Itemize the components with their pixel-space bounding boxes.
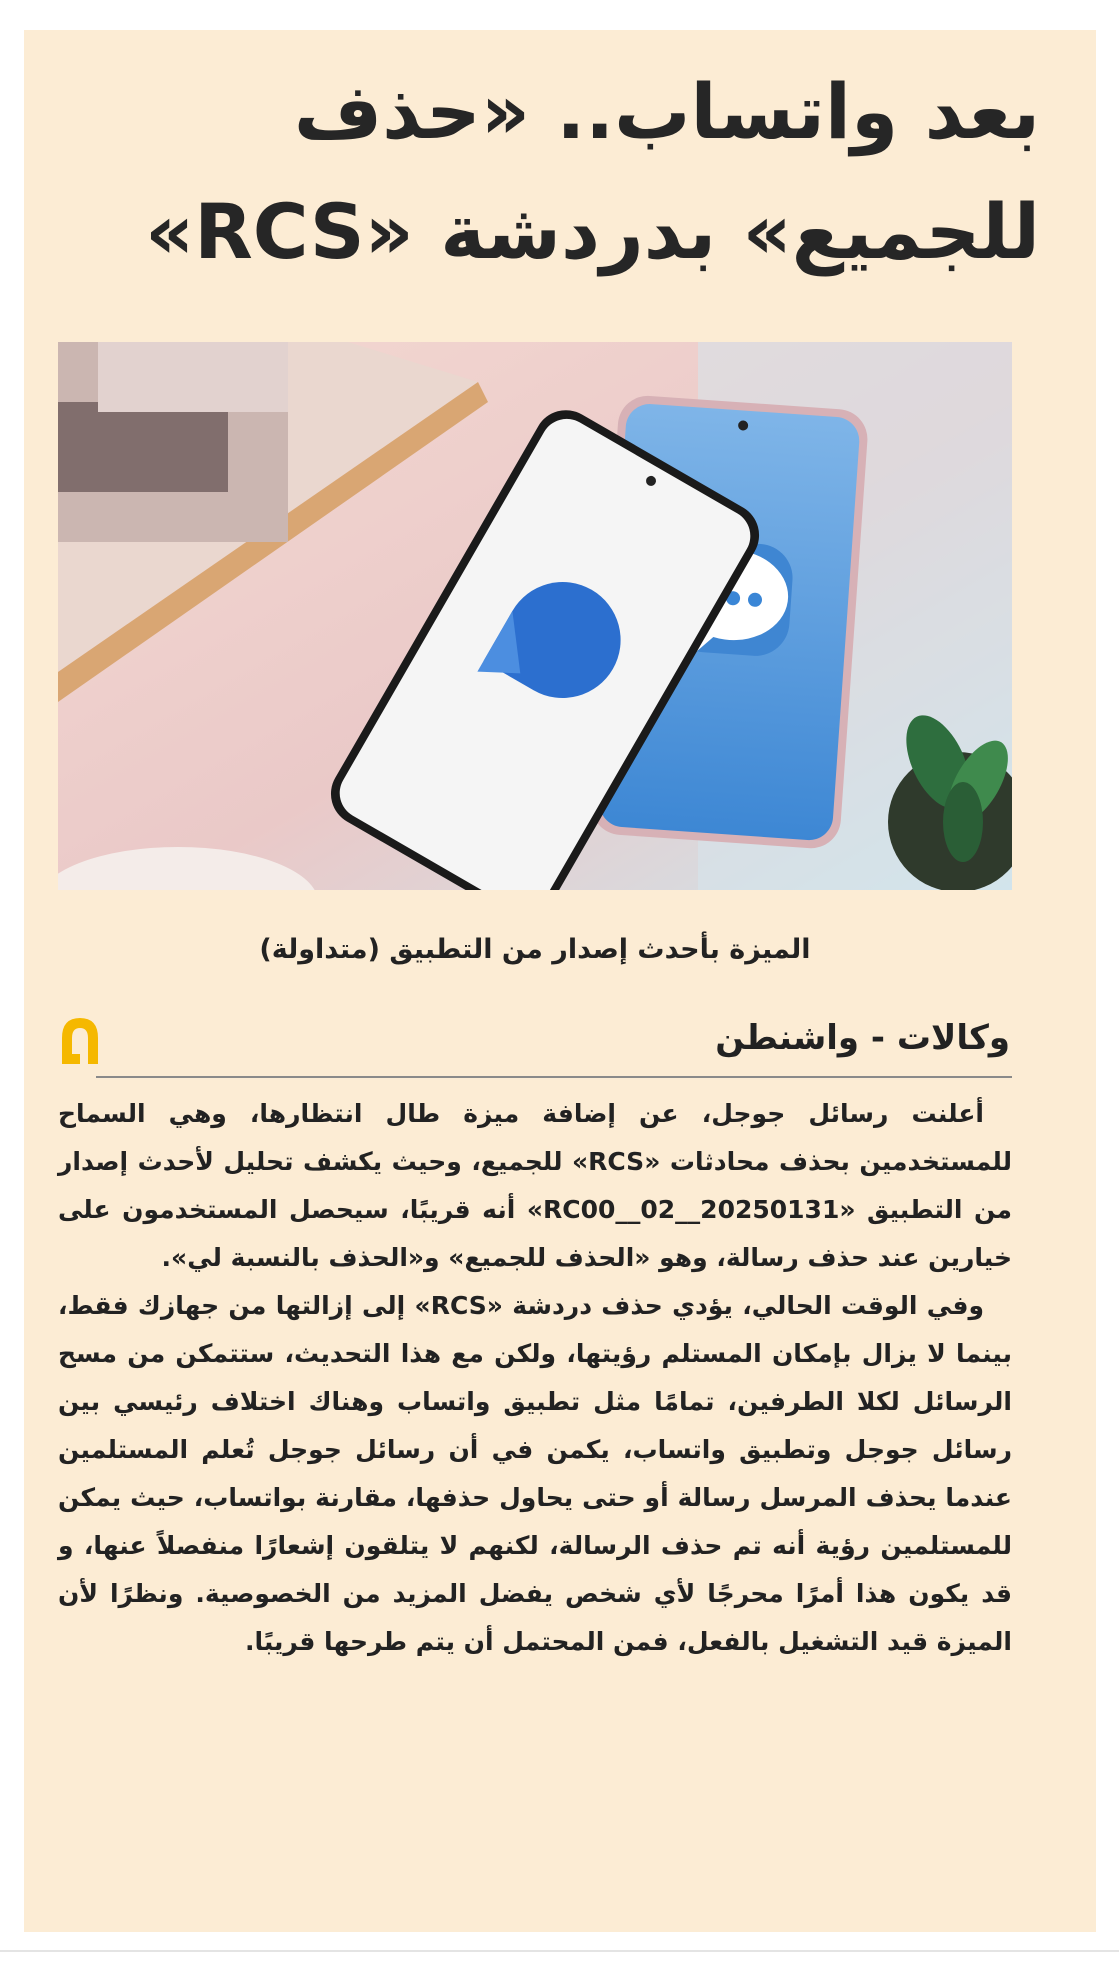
paragraph: وفي الوقت الحالي، يؤدي حذف دردشة «RCS» إلى إزالتها من جهازك فقط، بينما لا يزال بإمكان المستلم رؤيتها، ولكن مع هذا التحديث، ستتمكن من مسح الرسائل لكلا الطرفين، تمامًا مثل تطبيق واتساب وهناك اختلاف رئيسي بين رسائل جوجل وتطبيق واتساب، يكمن في أن رسائل جوجل تُعلم المستلمين عندما يحذف المرسل رسالة أو حتى يحاول حذفها، مقارنة بواتساب، حيث يمكن للمستلمين رؤية أنه تم حذف الرسالة، لكنهم لا يتلقون إشعارًا منفصلاً عنها، و قد يكون هذا أمرًا محرجًا لأي شخص يفضل المزيد من الخصوصية. ونظرًا لأن الميزة قيد التشغيل بالفعل، فمن المحتمل أن يتم طرحها قريبًا. (58, 1291, 1012, 1656)
headline: بعد واتساب.. «حذف للجميع» بدردشة «RCS» (145, 67, 1040, 276)
article-body (58, 1090, 1012, 1666)
photo-caption: الميزة بأحدث إصدار من التطبيق (متداولة) (259, 934, 811, 965)
paragraph: أعلنت رسائل جوجل، عن إضافة ميزة طال انتظارها، وهي السماح للمستخدمين بحذف محادثات «RCS» للجميع، وحيث يكشف تحليل لأحدث إصدار من التطبيق «RC00__02__20250131» أنه قريبًا، سيحصل المستخدمون على خيارين عند حذف رسالة، وهو «الحذف للجميع» و«الحذف بالنسبة لي». (58, 1099, 1013, 1272)
article-photo (58, 342, 1012, 890)
byline: وكالات - واشنطن (715, 1018, 1010, 1058)
m-logo-icon (58, 1014, 102, 1068)
page-bottom-divider (0, 1950, 1119, 1952)
byline-divider (96, 1076, 1012, 1078)
